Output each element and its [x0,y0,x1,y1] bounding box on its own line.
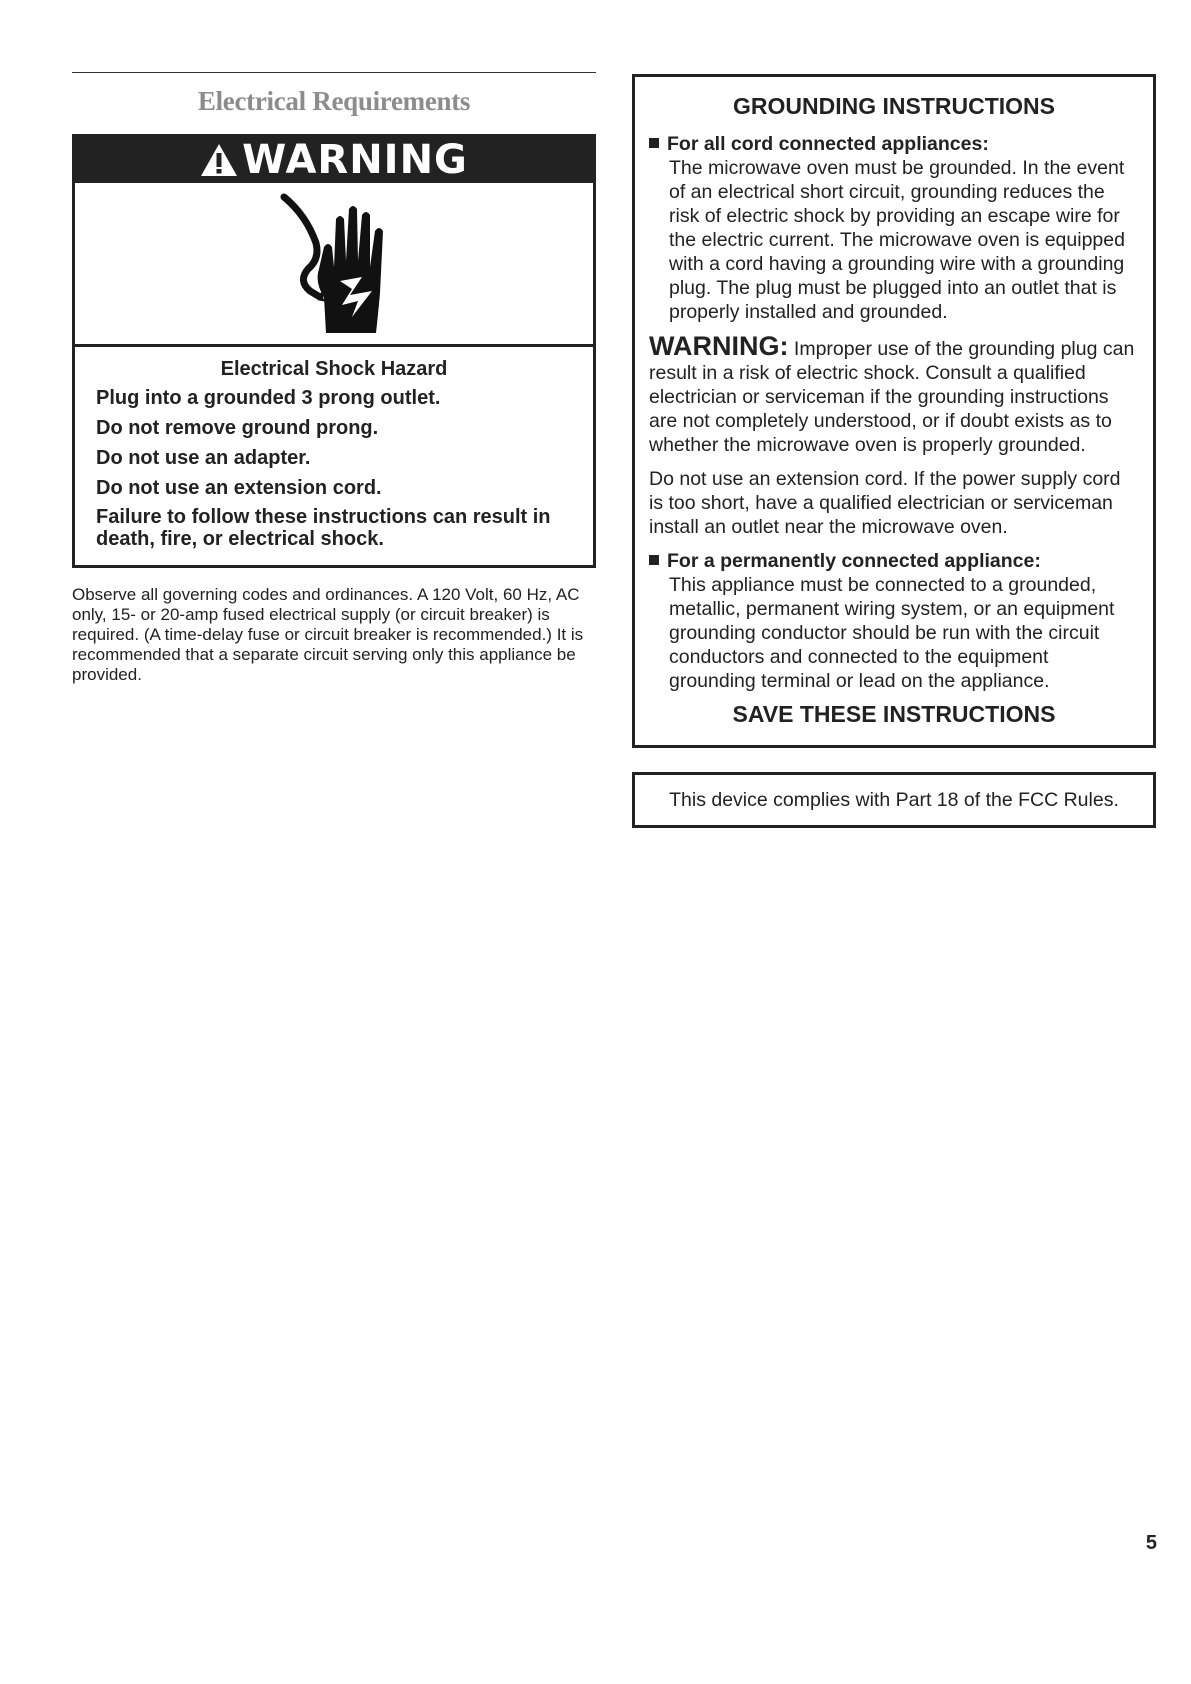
warning-line: Do not remove ground prong. [96,417,379,439]
grounding-instructions-box [632,74,1156,748]
extension-cord-paragraph: Do not use an extension cord. If the power supply cord is too short, have a qualified electrician or serviceman install an outlet near the microwave oven. [649,468,1121,538]
grounding-title: GROUNDING INSTRUCTIONS [733,93,1055,119]
bullet-square-icon [649,138,659,148]
electric-shock-hand-icon [254,189,414,339]
fcc-text: This device complies with Part 18 of the FCC Rules. [669,788,1119,811]
top-divider [72,72,596,73]
warning-triangle-icon [200,143,238,177]
bullet-square-icon [649,555,659,565]
cord-connected-text: The microwave oven must be grounded. In the event of an electrical short circuit, grounding reduces the risk of electric shock by providing an escape wire for the electric current. The microwave oven is equipped with a cord having a grounding wire with a grounding plug. The plug must be plugged into an outlet that is properly installed and grounded. [669,157,1125,323]
grounding-warning-paragraph [649,331,1139,457]
save-instructions-title: SAVE THESE INSTRUCTIONS [732,701,1056,727]
electrical-supply-paragraph: Observe all governing codes and ordinances. A 120 Volt, 60 Hz, AC only, 15- or 20-amp fused electrical supply (or circuit breaker) is required. (A time-delay fuse or circuit breaker is recommended.) It is recommended that a separate circuit serving only this appliance be provided. [72,585,584,684]
section-title: Electrical Requirements [197,86,471,116]
shock-hazard-illustration [75,183,593,347]
fcc-compliance-box [632,772,1156,828]
warning-text-block [75,347,593,550]
grounding-warning-text: Improper use of the grounding plug can result in a risk of electric shock. Consult a qualified electrician or serviceman if the grounding instructions are not completely understood, or if doubt exists as to whether the microwave oven is properly grounded. [649,338,1135,456]
page-number: 5 [1145,1532,1157,1554]
grounding-warning-word: WARNING: [649,331,789,361]
perm-heading-text: For a permanently connected appliance: [667,550,1041,572]
warning-line: Do not use an adapter. [96,447,311,469]
warning-label: WARNING [242,137,468,183]
warning-line: Plug into a grounded 3 prong outlet. [96,387,441,409]
hazard-title: Electrical Shock Hazard [220,358,448,380]
cord-heading-text: For all cord connected appliances: [667,133,989,155]
cord-connected-heading [649,132,1139,156]
permanent-connected-heading [649,549,1139,573]
warning-line: Do not use an extension cord. [96,477,382,499]
electrical-warning-box [72,134,596,568]
warning-line: Failure to follow these instructions can result in death, fire, or electrical shock. [96,506,551,550]
warning-header [75,137,593,183]
permanent-connected-text: This appliance must be connected to a grounded, metallic, permanent wiring system, or an equipment grounding conductor should be run with the circuit conductors and connected to the equipment grounding terminal or lead on the appliance. [669,574,1115,692]
